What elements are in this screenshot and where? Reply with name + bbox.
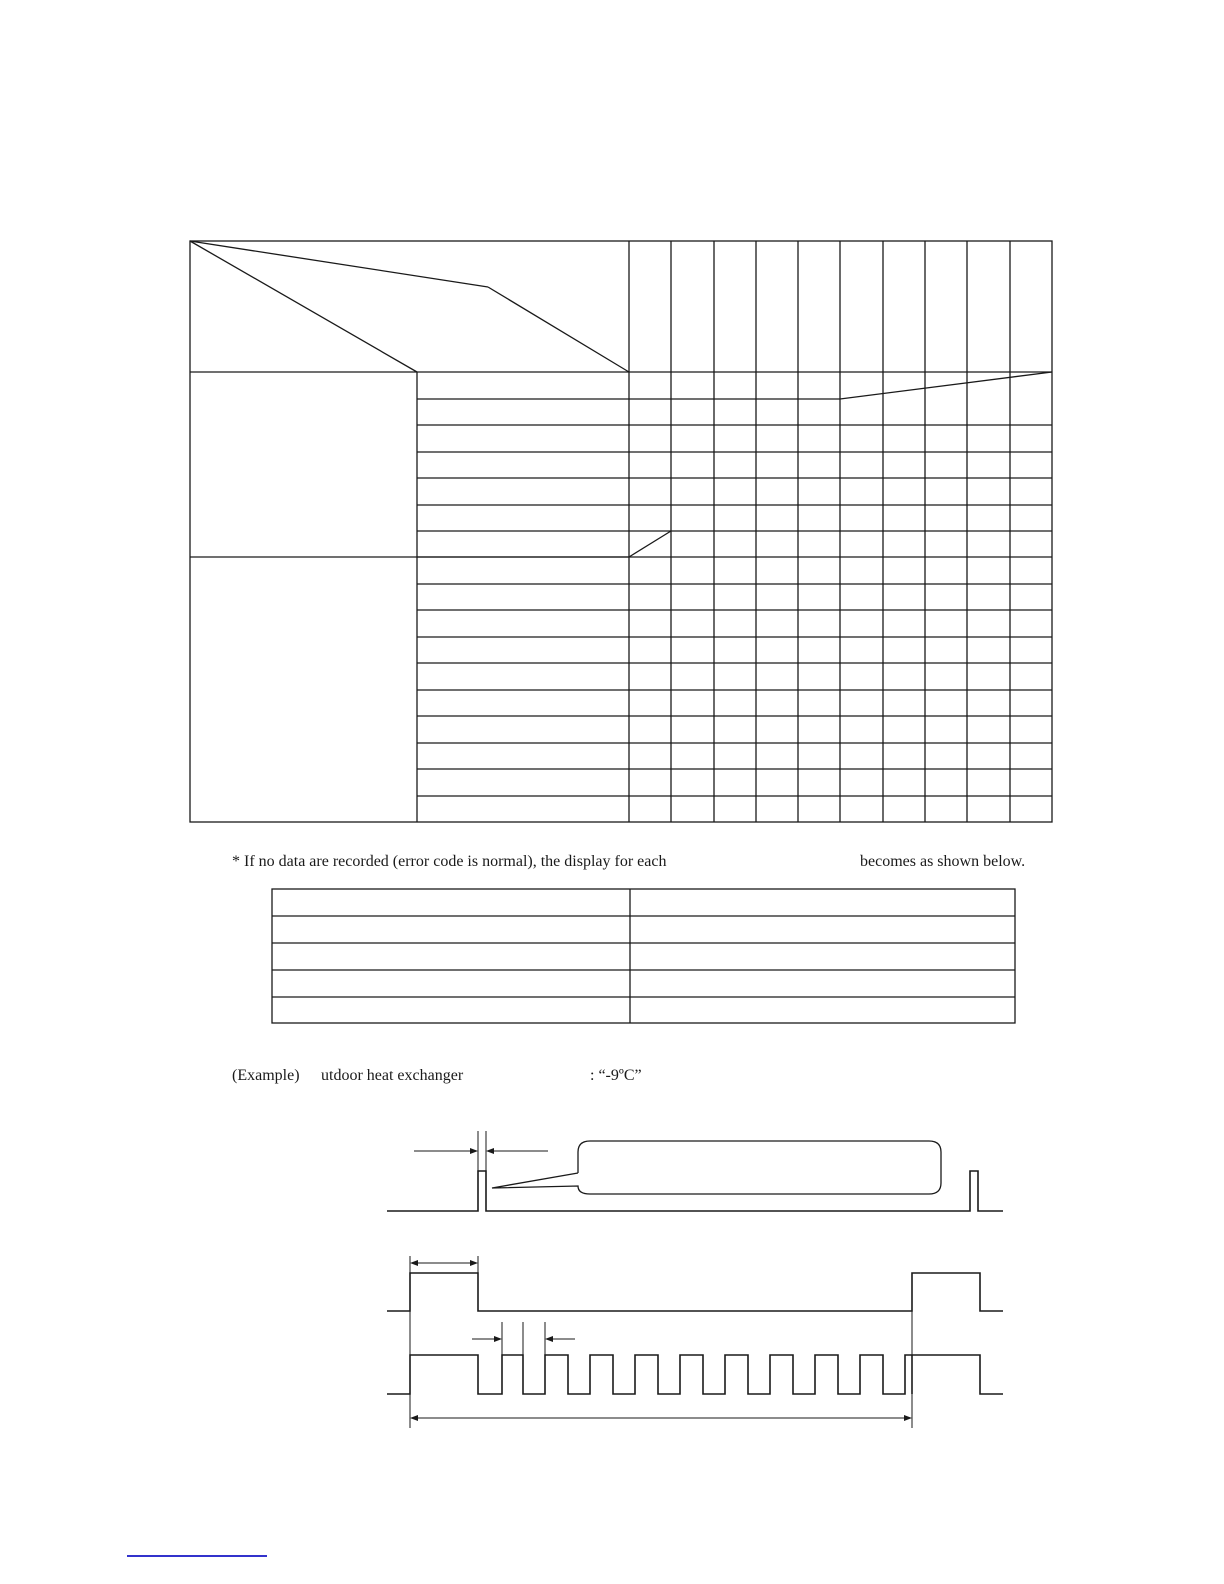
start-pulse-waveform: [387, 1171, 1003, 1211]
diagnosis-table: [190, 241, 1052, 822]
row-diagonal: [840, 372, 1052, 399]
header-diagonal: [488, 287, 629, 372]
clock-waveform: [387, 1355, 1003, 1394]
timing-diagram: [387, 1131, 1003, 1428]
example-label: (Example): [232, 1067, 300, 1084]
example-item: utdoor heat exchanger: [321, 1067, 464, 1084]
footer-link-underline[interactable]: [127, 1555, 267, 1557]
header-diagonal: [190, 241, 417, 372]
no-data-note-end: becomes as shown below.: [860, 853, 1026, 870]
pulse-callout: [492, 1141, 941, 1194]
no-data-note: * If no data are recorded (error code is normal), the display for each: [232, 853, 667, 870]
cell-diagonal: [629, 531, 671, 557]
gate-waveform: [387, 1273, 1003, 1311]
no-data-display-table: [272, 889, 1015, 1023]
example-value: : “-9ºC”: [590, 1067, 642, 1084]
header-diagonal: [190, 241, 488, 287]
